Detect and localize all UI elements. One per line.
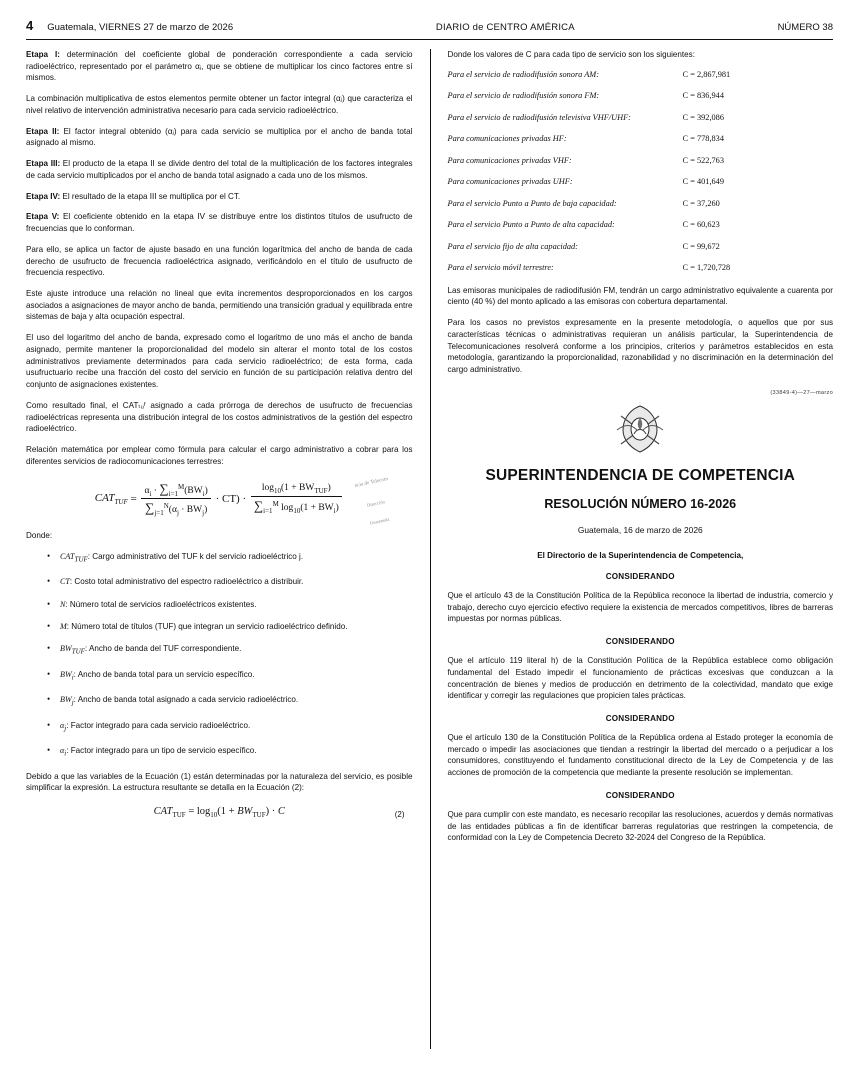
paragraph-text: Como resultado final, el CATₜᵤᶠ asignado a cada prórroga de derechos de usufructo de frecuencias radioeléctricas representa una distribución integral de los costos administrativos de la gestión del espectro radioeléctrico. [26,400,413,434]
service-label: Para comunicaciones privadas UHF: [447,177,573,187]
service-label: Para el servicio de radiodifusión sonora FM: [447,91,600,101]
paragraph-text: El factor integral obtenido (αⱼ) para cada servicio se multiplica por el ancho de banda total asignado al mismo. [26,126,413,148]
definition-text: : Cargo administrativo del TUF k del servicio radioeléctrico j. [87,552,304,562]
service-value: C = 99,672 [682,241,720,251]
paragraph-factor-ajuste [26,244,413,279]
stamp-line-2: Dirección [366,498,385,508]
definition-text: : Ancho de banda total para un servicio específico. [73,669,255,679]
definition-text: : Número total de títulos (TUF) que integran un servicio radioeléctrico definido. [66,622,348,632]
right-column [430,49,834,1049]
service-label: Para comunicaciones privadas HF: [447,134,567,144]
paragraph-lead: Etapa II: [26,126,60,136]
service-label: Para el servicio móvil terrestre: [447,263,554,273]
definition-text: : Costo total administrativo del espectro radioeléctrico a distribuir. [69,577,304,587]
table-row [448,134,834,143]
paragraph-lead: Etapa I: [26,50,60,59]
paragraph-etapa-1 [26,49,413,84]
service-label: Para el servicio de radiodifusión sonora AM: [447,69,599,79]
official-stamp-icon [341,469,410,538]
paragraph-etapa-3 [26,158,413,181]
table-row [448,70,834,79]
table-row [448,263,834,272]
service-label: Para el servicio Punto a Punto de alta capacidad: [447,220,615,230]
note-casos-no-previstos: Para los casos no previstos expresamente en la presente metodología, o aquellos que por sus características técnicas o administrativas requieran un análisis particular, la Superintendencia de Telecomunicaciones resolverá conforme a los principios, criterios y parámetros establecidos en esta metodología, garantizando la proporcionalidad, razonabilidad y no discriminación en la determinación del cargo administrativo. [447,318,833,375]
service-value: C = 522,763 [682,155,724,165]
service-value: C = 1,720,728 [682,263,731,273]
paragraph-simplificacion: Debido a que las variables de la Ecuación (1) están determinadas por la naturaleza del servicio, es posible simplificar la expresión. La estructura resultante se detalla en la Ecuación (2): [26,771,413,793]
definition-item: • $\alpha_i$: Factor integrado para un tipo de servicio específico. [60,745,413,759]
equation-number: (2) [394,810,405,820]
table-row [448,156,834,165]
paragraph-etapa-2 [26,126,413,149]
paragraph-logaritmo [26,332,413,391]
left-column [26,49,430,1049]
donde-label: Donde: [26,531,53,541]
table-row [448,91,834,100]
definition-item: • M: Número total de títulos (TUF) que integran un servicio radioeléctrico definido. [60,621,413,632]
definition-item: • N: Número total de servicios radioeléctricos existentes. [60,599,413,610]
service-value: C = 60,623 [682,220,720,230]
definition-text: : Factor integrado para un tipo de servicio específico. [66,746,257,756]
definition-item: • $BW_{TUF}$: Ancho de banda del TUF correspondiente. [60,643,413,657]
service-label: Para el servicio fijo de alta capacidad: [447,241,578,251]
considerando-paragraph: Que el artículo 130 de la Constitución Política de la República ordena al Estado proteger la economía de mercado o impedir las asociaciones que tiendan a restringir la libertad del mercado o a perjudicar a los consumidores, constituyendo el fundamento constitucional directo de la Ley de Competencia y de las acciones de promoción de la competencia que mediante la presente resolución se implementan. [447,733,833,778]
paragraph-text: La combinación multiplicativa de estos elementos permite obtener un factor integral (αⱼ) que caracteriza el nivel relativo de intervención administrativa necesario para cada servicio radioeléctrico. [26,94,413,115]
paragraph-text: El coeficiente obtenido en la etapa IV se distribuye entre los distintos títulos de usufructo de frecuencias que lo conforman. [26,212,413,234]
page-number: 4 [26,18,34,33]
service-values-table [448,70,834,273]
considerando-heading: CONSIDERANDO [605,637,675,647]
formula-cat-tuf-simplified: $CAT_{TUF} = \log_{10}(1 + BW_{TUF}) \cdot C$ (2) [153,805,405,820]
national-emblem-icon [611,400,669,456]
service-value: C = 2,867,981 [682,69,731,79]
service-value: C = 401,649 [682,177,724,187]
definition-text: : Factor integrado para cada servicio radioeléctrico. [66,720,251,730]
definition-item: • $\alpha_j$: Factor integrado para cada servicio radioeléctrico. [60,720,413,734]
considerando-paragraph: Que para cumplir con este mandato, es necesario recopilar las resoluciones, acuerdos y demás normativas de las entidades públicas a fin de identificar barreras regulatorias que restringen la competencia, de conformidad con la Ley de Competencia Decreto 32-2024 del Congreso de la República. [447,809,833,843]
definition-text: : Número total de servicios radioeléctricos existentes. [65,599,257,609]
formula-cat-tuf: $CAT_{TUF}$ = $\frac{\alpha_i \cdot \sum_{i=1}^M(BW_i)}{\sum_{j=1}^N(\alpha_j \cdot BW_j)}$ · CT) · $\frac{\log_{10}(1 + BW_{TUF})}{\sum_{i=1}^M \log_{10}(1 + BW_i)}$ ncia de Telecom Dirección Guatemala [26,481,413,518]
considerando-heading: CONSIDERANDO [605,714,675,724]
masthead-issue: NÚMERO 38 [777,22,833,33]
considerando-heading: CONSIDERANDO [605,571,675,581]
considerando-paragraph: Que el artículo 119 literal h) de la Constitución Política de la República establece como obligación fundamental del Estado impedir el funcionamiento de prácticas excesivas que conduzcan a la concentración de bienes y medios de producción en detrimento de la colectividad, mandato que exige identificar y corregir las regulaciones que propicien tales prácticas. [447,656,833,701]
considerando-heading: CONSIDERANDO [605,790,675,800]
note-emisoras-municipales: Las emisoras municipales de radiodifusión FM, tendrán un cargo administrativo equivalente a cuarenta por ciento (40 %) del monto aplicado a las emisoras con cobertura departamental. [447,285,833,307]
paragraph-etapa-5 [26,211,413,234]
paragraph-relacion-matematica [26,444,413,467]
service-label: Para el servicio Punto a Punto de baja capacidad: [447,198,617,208]
masthead-title: DIARIO de CENTRO AMÉRICA [435,22,575,33]
service-label: Para el servicio de radiodifusión televisiva VHF/UHF: [447,112,631,122]
paragraph-text: El resultado de la etapa III se multiplica por el CT. [60,191,241,201]
paragraph-lead: Etapa V: [26,212,60,222]
paragraph-combinacion [26,93,413,116]
organization-title: SUPERINTENDENCIA DE COMPETENCIA [485,466,796,484]
table-row [448,113,834,122]
service-value: C = 392,086 [682,112,724,122]
masthead-divider [26,39,833,40]
paragraph-lead: Etapa III: [26,159,61,169]
paragraph-etapa-4 [26,191,413,203]
service-value: C = 37,260 [682,198,720,208]
paragraph-text: determinación del coeficiente global de ponderación correspondiente a cada servicio radioeléctrico, representado por el parámetro αⱼ, que se obtiene de multiplicar los cinco factores entre sí mismos. [26,50,413,83]
definition-item: • $BW_i$: Ancho de banda total para un servicio específico. [60,669,413,683]
publication-reference-code: (33849-4)—27—marzo [770,389,833,396]
paragraph-text: Para ello, se aplica un factor de ajuste basado en una función logarítmica del ancho de banda de cada derecho de usufructo de frecuencia radioeléctrica asignado, verificándolo en el título de usufructo de frecuencia respectivo. [26,244,413,278]
table-row [448,242,834,251]
two-column-body [26,49,833,1049]
emblem-container [448,400,834,461]
definition-item: • $CAT_{TUF}$: Cargo administrativo del TUF k del servicio radioeléctrico j. [60,551,413,565]
definition-text: : Ancho de banda total asignado a cada servicio radioeléctrico. [73,695,299,705]
service-label: Para comunicaciones privadas VHF: [447,155,572,165]
stamp-line-1: ncia de Telecom [353,475,389,489]
definition-item: • CT: Costo total administrativo del espectro radioeléctrico a distribuir. [60,576,413,587]
table-row [448,199,834,208]
resolution-date: Guatemala, 16 de marzo de 2026 [577,524,703,535]
masthead-date: Guatemala, VIERNES 27 de marzo de 2026 [47,22,234,33]
paragraph-text: El producto de la etapa II se divide dentro del total de la multiplicación de los factores integrales de cada servicio multiplicados por el ancho de banda total asignado a cada uno de los mismos. [26,159,413,180]
paragraph-lead: Etapa IV: [26,191,61,201]
service-value: C = 778,834 [682,134,724,144]
definition-item: • $BW_j$: Ancho de banda total asignado a cada servicio radioeléctrico. [60,694,413,708]
stamp-line-3: Guatemala [368,516,390,526]
paragraph-resultado-final [26,400,413,435]
considerando-paragraph: Que el artículo 43 de la Constitución Política de la República reconoce la libertad de industria, comercio y trabajo, derecho cuyo ejercicio efectivo requiere la existencia de mercados competitivos, libres de barreras impuestas por normas públicas. [447,590,833,624]
directorio-heading: El Directorio de la Superintendencia de Competencia, [537,550,744,560]
page-masthead [26,18,833,37]
paragraph-relacion-no-lineal [26,288,413,323]
definition-text: : Ancho de banda del TUF correspondiente. [84,644,242,654]
paragraph-text: El uso del logaritmo del ancho de banda, expresado como el logaritmo de uno más el ancho de banda asignado, permite mantener la proporcionalidad del modelo sin alterar el monto total de los costos administrativos previamente determinados para cada servicio radioeléctrico; de esta forma, cada usufructuario recibe una fracción del costo del servicio en función de su participación relativa dentro del conjunto de asignaciones existentes. [26,333,413,390]
paragraph-text: Este ajuste introduce una relación no lineal que evita incrementos desproporcionados en los cargos asociados a asignaciones de mayor ancho de banda, permitiendo una transición gradual y equilibrada entre sistemas de baja y alta ocupación espectral. [26,289,413,322]
service-value: C = 836,944 [682,91,724,101]
values-intro: Donde los valores de C para cada tipo de servicio son los siguientes: [447,50,695,59]
table-row [448,220,834,229]
definitions-list [26,551,413,759]
table-row [448,177,834,186]
resolution-title: RESOLUCIÓN NÚMERO 16-2026 [544,496,737,511]
paragraph-text: Relación matemática por emplear como fórmula para calcular el cargo administrativo a cobrar para los diferentes servicios de radiocomunicaciones terrestres: [26,445,413,466]
